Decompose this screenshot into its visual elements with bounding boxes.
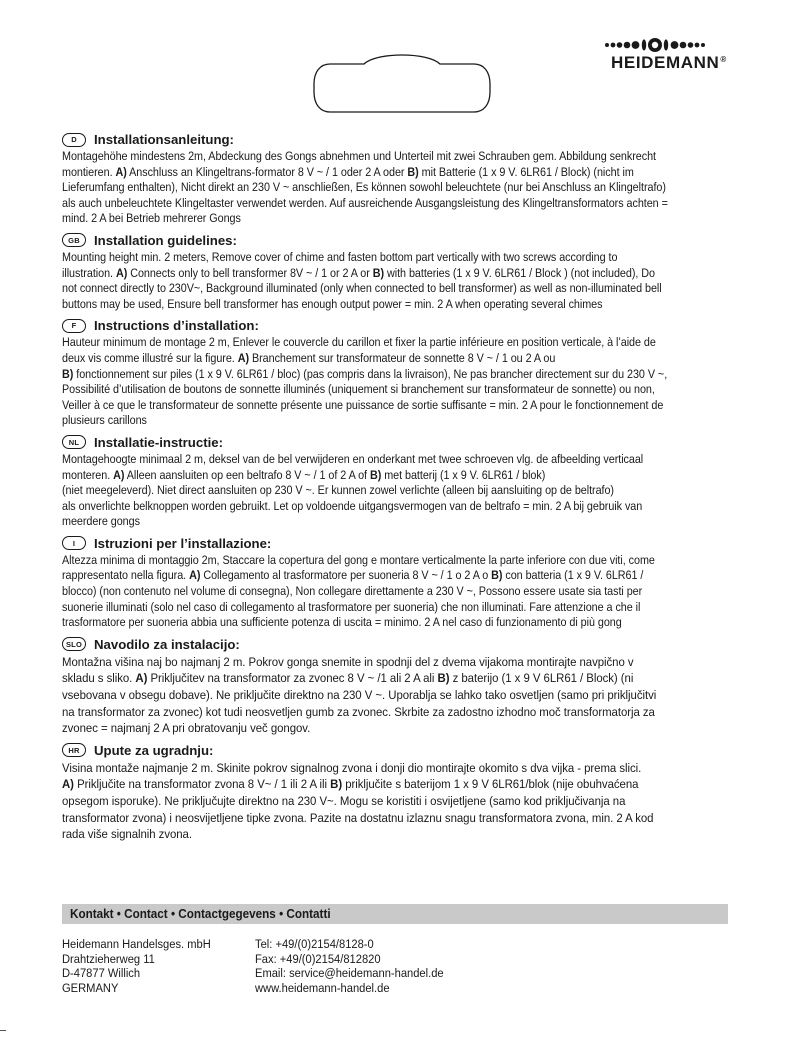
body-line bbox=[62, 793, 745, 810]
body-text: suonerie illuminati (solo nel caso di collegamento al trasformatore per suoneria) che non illuminati. Fare attenzione a che il bbox=[62, 599, 641, 614]
section-hr bbox=[62, 741, 744, 843]
body-text: with batteries (1 x 9 V. 6LR61 / Block ) (not included), Do bbox=[384, 265, 655, 280]
body-line bbox=[62, 810, 745, 827]
section-body bbox=[62, 553, 746, 631]
address-line: GERMANY bbox=[62, 980, 119, 995]
instruction-sections bbox=[62, 130, 744, 847]
body-line bbox=[62, 483, 746, 499]
body-line bbox=[62, 382, 746, 398]
body-line bbox=[62, 250, 746, 266]
section-title: Istruzioni per l’installazione: bbox=[94, 535, 272, 551]
body-line bbox=[62, 281, 746, 297]
section-title: Installatie-instructie: bbox=[94, 434, 223, 450]
section-body bbox=[62, 452, 746, 530]
body-text: Possibilité d’utilisation de boutons de sonnette illuminés (uniquement si branchement sur transformateur de sonnette) ou non, bbox=[62, 382, 655, 397]
body-line bbox=[62, 180, 746, 196]
body-line bbox=[62, 670, 745, 687]
section-nl bbox=[62, 433, 744, 530]
body-text: priključite s baterijom 1 x 9 V 6LR61/blok (nije obuhvaćena bbox=[342, 777, 639, 792]
body-line bbox=[62, 615, 746, 631]
language-badge-icon: NL bbox=[62, 435, 86, 449]
option-marker: A) bbox=[237, 350, 250, 365]
body-text: not connect directly to 230V~, Background illuminated (only when connected to bell transformer) as well as non-illuminated bell bbox=[62, 281, 662, 296]
section-f bbox=[62, 316, 744, 429]
heidemann-logo bbox=[598, 37, 796, 77]
section-heading bbox=[62, 741, 744, 760]
option-marker: B) bbox=[372, 265, 385, 280]
option-marker: B) bbox=[62, 366, 74, 381]
body-text: blocco) (non contenuto nel volume di consegna), Non collegare direttamente a 230 V ~, Possono essere usate sia tasti per bbox=[62, 584, 643, 599]
body-line bbox=[62, 196, 746, 212]
company-address bbox=[62, 937, 211, 995]
body-line bbox=[62, 584, 746, 600]
section-heading bbox=[62, 130, 744, 149]
body-text: Priključitev na transformator za zvonec 8 V ~ /1 ali 2 A ali bbox=[147, 671, 438, 686]
body-text: transformator zvona) i neosvijetljene tipke zvona. Pazite na dostatnu izlaznu snagu transformatora zvona, min. 2 A kod bbox=[62, 810, 654, 825]
body-text: Montagehöhe mindestens 2m, Abdeckung des Gongs abnehmen und Unterteil mit zwei Schrauben gem. Abbildung senkrecht bbox=[62, 149, 657, 163]
language-badge-icon: I bbox=[62, 536, 86, 550]
body-text: Altezza minima di montaggio 2m, Staccare la copertura del gong e montare verticalmente la parte inferiore con due viti, come bbox=[62, 552, 655, 567]
section-title: Upute za ugradnju: bbox=[94, 742, 214, 758]
body-text: Veiller à ce que le transformateur de sonnette présente une puissance de sortie suffisante = min. 2 A pour le fonctionnement de bbox=[62, 397, 664, 412]
body-text: Hauteur minimum de montage 2 m, Enlever le couvercle du carillon et fixer la partie inférieure en position verticale, à l’aide de bbox=[62, 335, 656, 350]
section-heading bbox=[62, 534, 744, 553]
body-text: trasformatore per suoneria abbia una sufficiente potenza di uscita = minimo. 2 A nel caso di funzionamento di più gong bbox=[62, 615, 622, 630]
body-text: monteren. bbox=[62, 467, 114, 482]
body-text: vsebovana v obsegu dobave). Ne priključite direktno na 230 V ~. Uporablja se lahko tako osvetljen (samo pri priključitvi bbox=[62, 688, 657, 703]
body-text: Montažna višina naj bo najmanj 2 m. Pokrov gonga snemite in spodnji del z dvema vijakoma montirajte navpično v bbox=[62, 654, 634, 669]
body-line bbox=[62, 165, 746, 181]
body-line bbox=[62, 568, 746, 584]
body-line bbox=[62, 335, 746, 351]
body-text: fonctionnement sur piles (1 x 9 V. 6LR61 / bloc) (pas compris dans la livraison), Ne pas brancher directement sur du 230 V ~, bbox=[73, 366, 668, 381]
option-marker: B) bbox=[407, 164, 419, 179]
email-address: Email: service@heidemann-handel.de bbox=[255, 966, 444, 980]
body-text: plusieurs carillons bbox=[62, 413, 147, 428]
body-line bbox=[62, 687, 745, 704]
body-line bbox=[62, 211, 746, 227]
body-text: Mounting height min. 2 meters, Remove cover of chime and fasten bottom part vertically with two screws according to bbox=[62, 249, 618, 264]
option-marker: A) bbox=[115, 164, 127, 179]
body-line bbox=[62, 704, 745, 721]
language-badge-icon: SLO bbox=[62, 637, 86, 651]
body-line bbox=[62, 553, 746, 569]
option-marker: A) bbox=[115, 265, 128, 280]
section-body bbox=[62, 250, 746, 312]
body-line bbox=[62, 351, 746, 367]
body-text: Branchement sur transformateur de sonnette 8 V ~ / 1 ou 2 A ou bbox=[249, 350, 556, 365]
section-title: Instructions d’installation: bbox=[94, 318, 259, 334]
option-marker: B) bbox=[491, 568, 503, 583]
body-text: illustration. bbox=[62, 265, 116, 280]
language-badge-icon: D bbox=[62, 133, 86, 147]
body-text: mind. 2 A bei Betrieb mehrerer Gongs bbox=[62, 211, 241, 226]
fax-number: Fax: +49/(0)2154/812820 bbox=[255, 951, 381, 966]
language-badge-icon: F bbox=[62, 319, 86, 333]
body-text: buttons may be used, Ensure bell transformer has enough output power = min. 2 A when operating several chimes bbox=[62, 296, 603, 311]
contact-heading: Kontakt • Contact • Contactgegevens • Contatti bbox=[70, 906, 331, 921]
body-line bbox=[62, 514, 746, 530]
address-line: Heidemann Handelsges. mbH bbox=[62, 937, 211, 951]
body-text: Anschluss an Klingeltrans-formator 8 V ~ / 1 oder 2 A oder bbox=[126, 164, 408, 179]
option-marker: B) bbox=[437, 671, 450, 686]
body-text: mit Batterie (1 x 9 V. 6LR61 / Block) (nicht im bbox=[418, 164, 634, 179]
website-url: www.heidemann-handel.de bbox=[255, 980, 390, 995]
section-title: Navodilo za instalacijo: bbox=[94, 636, 240, 652]
section-gb bbox=[62, 231, 744, 312]
body-text: Collegamento al trasformatore per suoneria 8 V ~ / 1 o 2 A o bbox=[200, 568, 492, 583]
chime-outline-illustration bbox=[312, 52, 492, 114]
section-heading bbox=[62, 635, 744, 654]
section-heading bbox=[62, 316, 744, 335]
body-text: Connects only to bell transformer 8V ~ / 1 or 2 A or bbox=[127, 265, 373, 280]
body-text: als auch unbeleuchtete Klingeltaster verwendet werden. Auf ausreichende Ausgangsleistung des Klingeltransformators achten = bbox=[62, 195, 668, 210]
body-text: Visina montaže najmanje 2 m. Skinite pokrov signalnog zvona i donji dio montirajte okomito s dva vijka - prema slici. bbox=[62, 760, 642, 775]
body-text: skladu s sliko. bbox=[62, 671, 136, 686]
body-text: Montagehoogte minimaal 2 m, deksel van de bel verwijderen en onderkant met twee schroeven vlg. de afbeelding verticaal bbox=[62, 451, 644, 466]
body-text: montieren. bbox=[62, 164, 116, 179]
logo-dots-icon bbox=[604, 37, 708, 53]
body-line bbox=[62, 654, 745, 671]
logo-wordmark: HEIDEMANN® bbox=[611, 53, 727, 72]
section-title: Installation guidelines: bbox=[94, 232, 237, 248]
section-heading bbox=[62, 433, 744, 452]
body-line bbox=[62, 776, 745, 793]
phone-number: Tel: +49/(0)2154/8128-0 bbox=[255, 937, 374, 951]
body-line bbox=[62, 468, 746, 484]
body-text: opsegom isporuke). Ne priključujte direktno na 230 V~. Mogu se koristiti i osvijetljene (samo kod priključivanja na bbox=[62, 794, 626, 808]
body-text: Priključite na transformator zvona 8 V~ / 1 ili 2 A ili bbox=[73, 777, 331, 792]
body-line bbox=[62, 367, 746, 383]
crop-mark bbox=[0, 1030, 6, 1031]
body-text: (niet meegeleverd). Niet direct aansluiten op 230 V ~. Er kunnen zowel verlichte (alleen bij aansluiting op de beltrafo) bbox=[62, 483, 614, 498]
option-marker: B) bbox=[330, 777, 343, 792]
section-d bbox=[62, 130, 744, 227]
body-text: zvonec = najmanj 2 A pri obratovanju več gongov. bbox=[62, 721, 311, 736]
option-marker: A) bbox=[135, 671, 148, 686]
body-text: con batteria (1 x 9 V. 6LR61 / bbox=[502, 568, 644, 583]
body-text: z baterijo (1 x 9 V 6LR61 / Block) (ni bbox=[449, 671, 634, 686]
option-marker: B) bbox=[369, 467, 382, 482]
section-i bbox=[62, 534, 744, 631]
body-text: met batterij (1 x 9 V. 6LR61 / blok) bbox=[381, 467, 546, 482]
section-body bbox=[62, 149, 746, 227]
body-line bbox=[62, 452, 746, 468]
section-title: Installationsanleitung: bbox=[94, 132, 234, 147]
contact-details bbox=[255, 937, 444, 995]
body-text: rada više signalnih zvona. bbox=[62, 827, 192, 842]
option-marker: A) bbox=[62, 777, 74, 792]
section-body bbox=[62, 335, 746, 429]
body-line bbox=[62, 600, 746, 616]
contact-heading-bar bbox=[62, 904, 728, 924]
body-line bbox=[62, 499, 746, 515]
body-line bbox=[62, 760, 745, 777]
language-badge-icon: HR bbox=[62, 743, 86, 757]
body-line bbox=[62, 297, 746, 313]
body-text: rappresentato nella figura. bbox=[62, 568, 190, 583]
body-line bbox=[62, 398, 746, 414]
address-line: D-47877 Willich bbox=[62, 966, 141, 980]
option-marker: A) bbox=[113, 467, 125, 482]
body-line bbox=[62, 720, 745, 737]
address-line: Drahtzieherweg 11 bbox=[62, 951, 155, 966]
body-text: deux vis comme illustré sur la figure. bbox=[62, 350, 238, 365]
language-badge-icon: GB bbox=[62, 233, 86, 247]
body-text: na transformator za zvonec) kot tudi neosvetljen gumb za zvonec. Skrbite za zadostno izhodno moč transformatorja za bbox=[62, 704, 655, 719]
body-line bbox=[62, 149, 746, 165]
body-line bbox=[62, 826, 745, 843]
body-text: Lieferumfang enthalten), Nicht direkt an 230 V ~ anschließen, Es können sowohl beleuchtete (nur bei Anschluss an Klingeltrafo) bbox=[62, 180, 666, 195]
section-heading bbox=[62, 231, 744, 250]
body-line bbox=[62, 413, 746, 429]
body-text: meerdere gongs bbox=[62, 514, 140, 529]
section-body bbox=[62, 654, 745, 737]
section-body bbox=[62, 760, 745, 843]
section-slo bbox=[62, 635, 744, 737]
body-text: als onverlichte belknoppen worden gebruikt. Let op voldoende uitgangsvermogen van de beltrafo = min. 2 A bij gebruik van bbox=[62, 498, 643, 513]
body-line bbox=[62, 266, 746, 282]
body-text: Alleen aansluiten op een beltrafo 8 V ~ / 1 of 2 A of bbox=[124, 467, 370, 482]
option-marker: A) bbox=[189, 568, 201, 583]
